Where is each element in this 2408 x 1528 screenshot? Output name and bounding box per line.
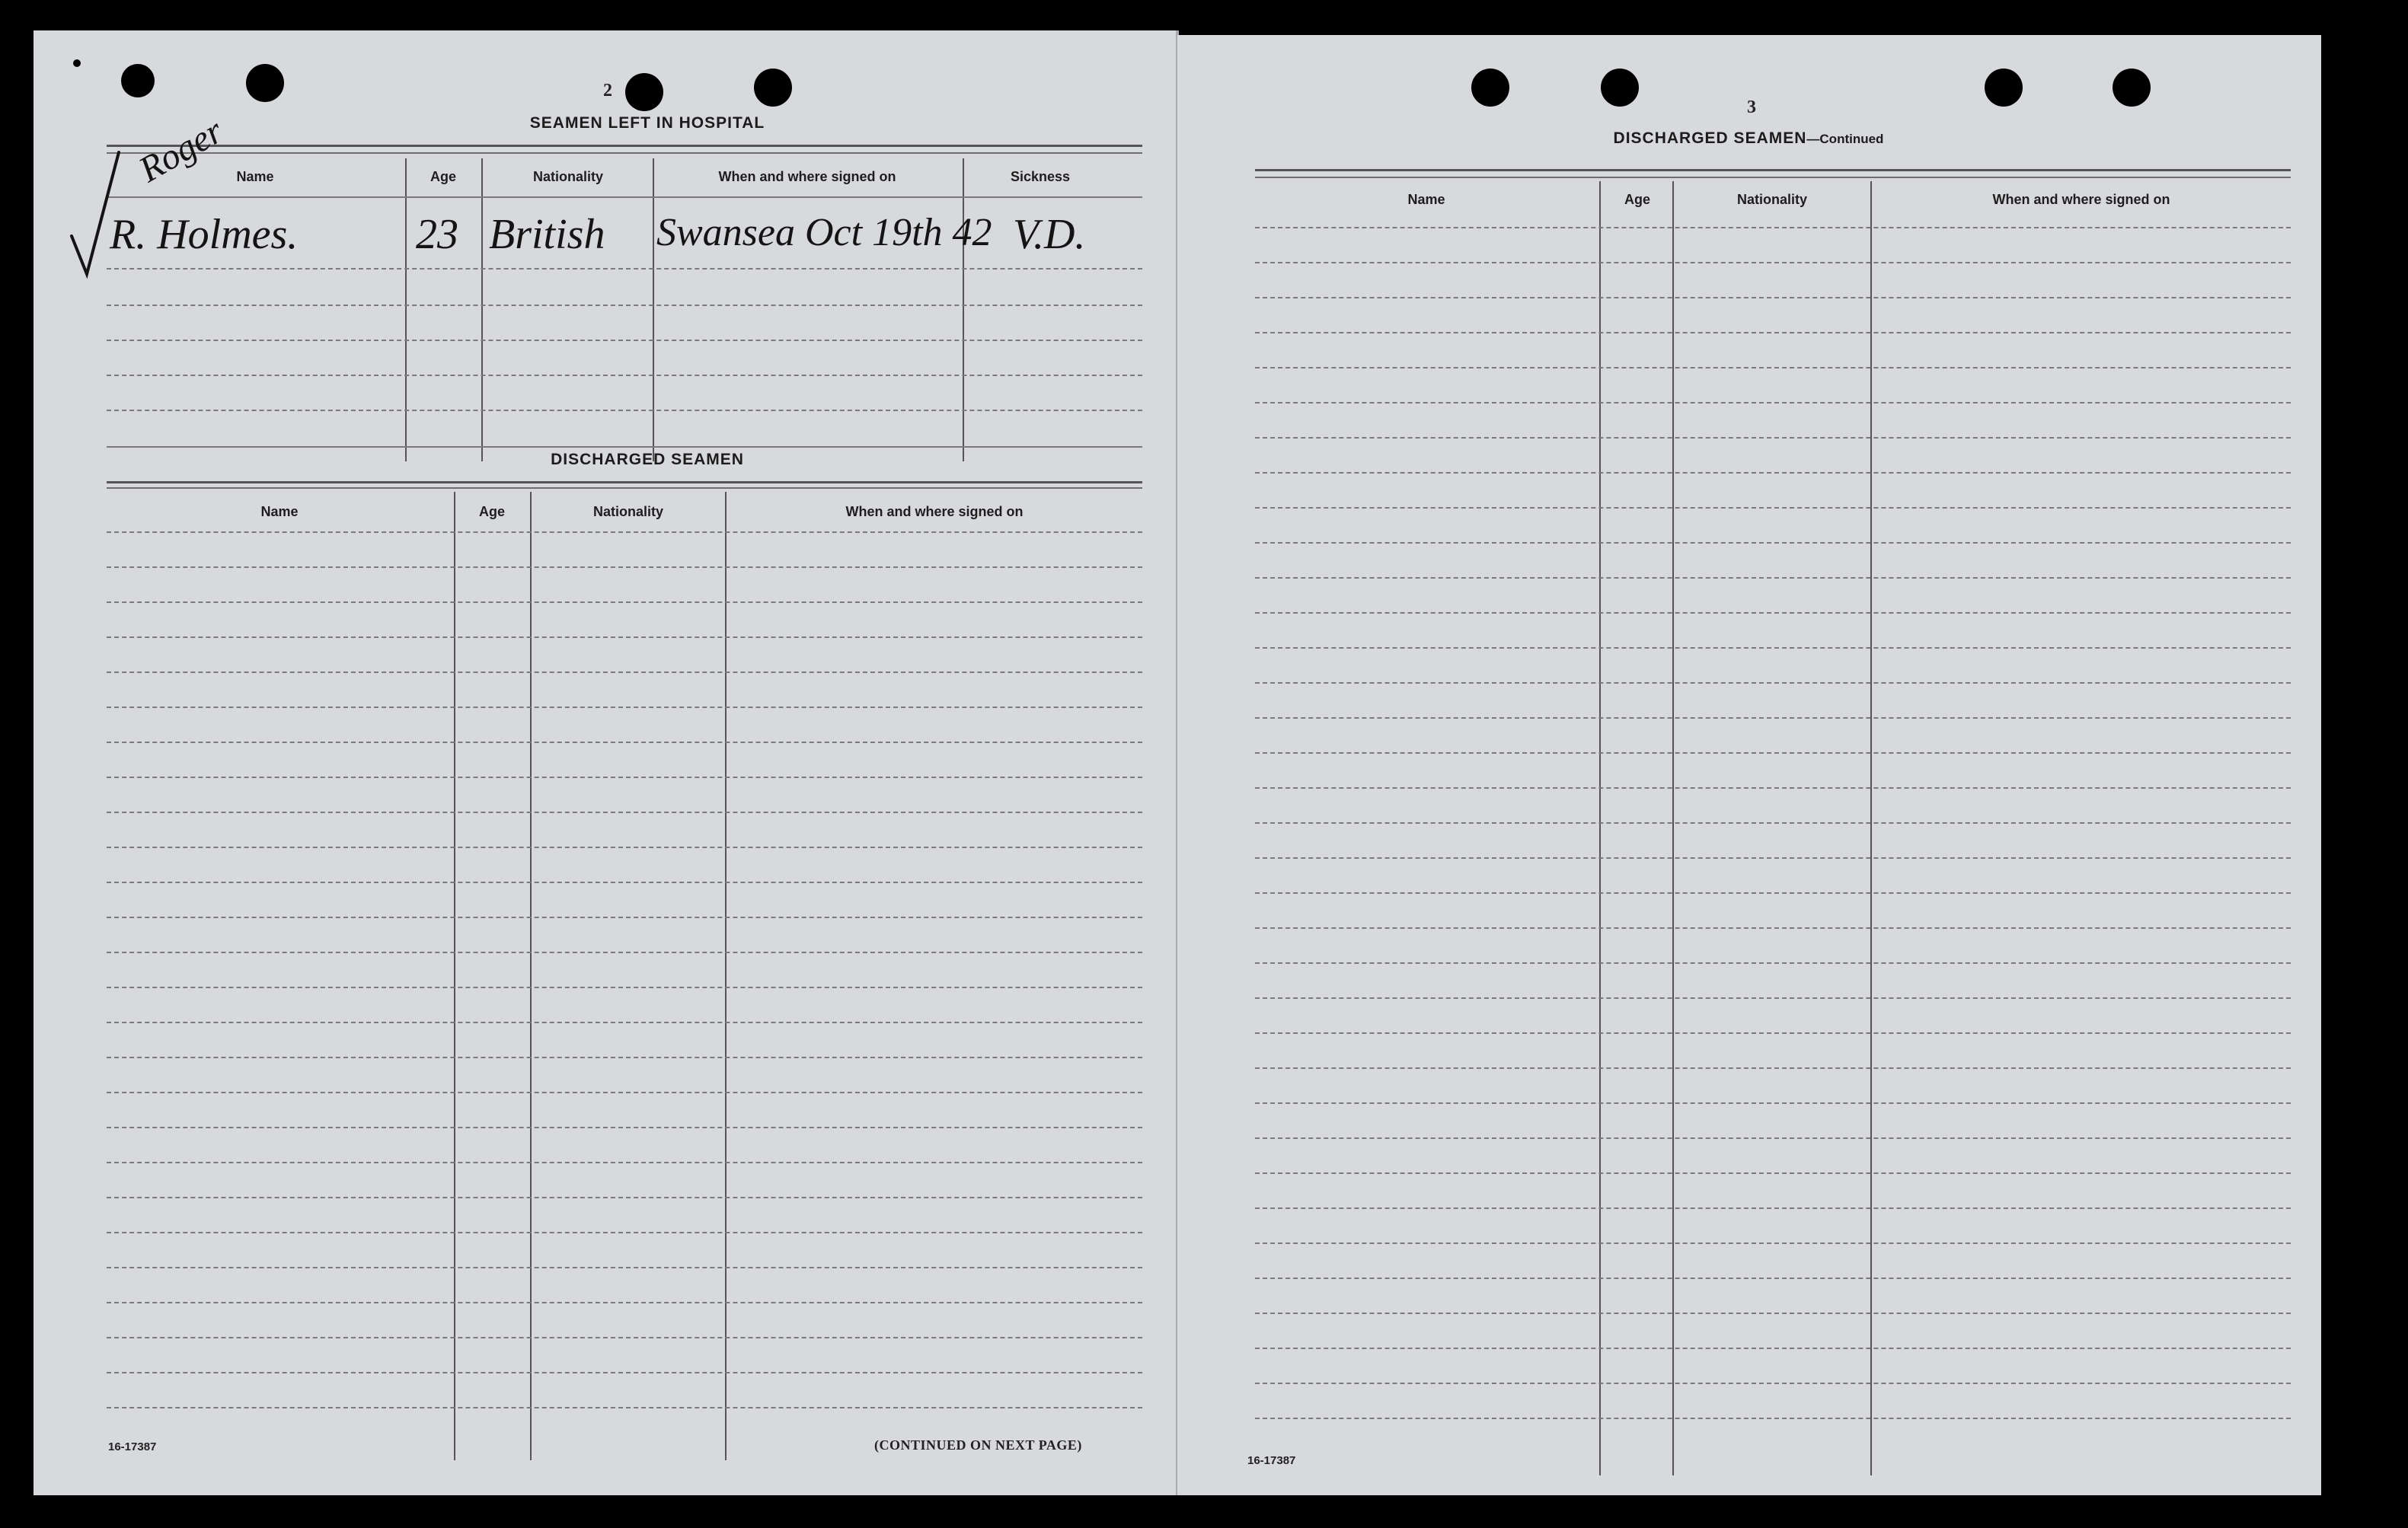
- table-row-line: [107, 375, 1142, 376]
- table-row-line: [107, 1162, 1142, 1163]
- table-row-line: [107, 305, 1142, 306]
- table-row-line: [1255, 647, 2291, 649]
- table-row-line: [107, 1302, 1142, 1303]
- table-row-line: [1255, 1102, 2291, 1104]
- table-row-line: [107, 1267, 1142, 1268]
- table-row-line: [1255, 857, 2291, 859]
- table-row-line: [1255, 577, 2291, 579]
- section-rule: [107, 152, 1142, 154]
- table-row-line: [107, 882, 1142, 883]
- margin-annotation: Roger: [132, 110, 230, 190]
- table-row-line: [107, 531, 1142, 533]
- column-header-name: Name: [1407, 192, 1445, 207]
- table-row-line: [1255, 1313, 2291, 1314]
- column-divider: [963, 158, 964, 461]
- punch-hole: [246, 64, 284, 102]
- section-rule: [1255, 177, 2291, 178]
- table-row-line: [1255, 927, 2291, 929]
- discharged-section-title: DISCHARGED SEAMEN: [551, 451, 744, 468]
- table-row-line: [107, 566, 1142, 568]
- table-row-line: [107, 812, 1142, 813]
- hospital-section-title: SEAMEN LEFT IN HOSPITAL: [529, 114, 765, 132]
- hospital-row-age: 23: [416, 211, 458, 258]
- table-row-line: [107, 268, 1142, 270]
- column-divider: [1870, 181, 1872, 1475]
- column-divider: [481, 158, 483, 461]
- table-row-line: [1255, 437, 2291, 439]
- table-row-line: [107, 196, 1142, 198]
- column-header-age: Age: [1624, 192, 1650, 207]
- column-divider: [653, 158, 654, 461]
- table-row-line: [107, 1057, 1142, 1058]
- table-row-line: [1255, 892, 2291, 894]
- table-row-line: [107, 1407, 1142, 1408]
- column-header-age: Age: [430, 169, 456, 184]
- table-row-line: [107, 987, 1142, 988]
- table-row-line: [1255, 752, 2291, 754]
- table-row-line: [107, 1127, 1142, 1128]
- right-page: [1177, 35, 2321, 1495]
- table-row-line: [1255, 1067, 2291, 1069]
- form-number: 16-17387: [108, 1440, 157, 1453]
- column-header-nationality: Nationality: [532, 169, 603, 184]
- table-row-line: [1255, 682, 2291, 684]
- hospital-row-name: R. Holmes.: [110, 211, 299, 258]
- punch-hole: [73, 59, 81, 67]
- left-page: [34, 30, 1177, 1495]
- column-header-signed-on: When and where signed on: [845, 504, 1024, 519]
- table-row-line: [107, 671, 1142, 673]
- table-row-line: [107, 847, 1142, 848]
- table-row-line: [1255, 1172, 2291, 1174]
- table-row-line: [107, 636, 1142, 638]
- table-row-line: [107, 742, 1142, 743]
- table-row-line: [107, 1092, 1142, 1093]
- table-row-line: [107, 1372, 1142, 1373]
- punch-hole: [1471, 69, 1509, 107]
- table-row-line: [107, 1337, 1142, 1338]
- continued-note: (CONTINUED ON NEXT PAGE): [874, 1437, 1082, 1453]
- table-row-line: [1255, 332, 2291, 333]
- column-divider: [1599, 181, 1601, 1475]
- column-divider: [405, 158, 407, 461]
- column-header-signed-on: When and where signed on: [1992, 192, 2170, 207]
- column-header-signed-on: When and where signed on: [718, 169, 896, 184]
- table-row-line: [107, 1232, 1142, 1233]
- table-row-line: [1255, 227, 2291, 228]
- table-row-line: [1255, 612, 2291, 614]
- column-header-nationality: Nationality: [1736, 192, 1807, 207]
- table-row-line: [1255, 1137, 2291, 1139]
- table-row-line: [1255, 1278, 2291, 1279]
- punch-hole: [1985, 69, 2023, 107]
- table-row-line: [1255, 787, 2291, 789]
- section-rule: [1255, 169, 2291, 171]
- column-header-name: Name: [260, 504, 299, 519]
- form-number: 16-17387: [1247, 1454, 1296, 1467]
- table-row-line: [1255, 822, 2291, 824]
- discharged-continued-title: [1520, 129, 1977, 148]
- table-row-line: [1255, 1383, 2291, 1384]
- table-row-line: [107, 340, 1142, 341]
- table-row-line: [107, 952, 1142, 953]
- table-row-line: [1255, 542, 2291, 544]
- hospital-row-nationality: British: [489, 211, 605, 258]
- table-row-line: [107, 446, 1142, 448]
- page-number: 3: [1747, 97, 1756, 117]
- table-row-line: [1255, 1032, 2291, 1034]
- column-header-sickness: Sickness: [1010, 169, 1071, 184]
- title-main: DISCHARGED SEAMEN: [1613, 129, 1807, 147]
- column-header-nationality: Nationality: [592, 504, 663, 519]
- table-row-line: [1255, 507, 2291, 509]
- table-row-line: [1255, 262, 2291, 263]
- punch-hole: [2113, 69, 2151, 107]
- section-rule: [107, 145, 1142, 147]
- hospital-row-signed-on: Swansea Oct 19th 42: [656, 211, 992, 254]
- hospital-row-sickness: V.D.: [1013, 211, 1086, 258]
- column-divider: [1672, 181, 1674, 1475]
- table-row-line: [1255, 472, 2291, 474]
- table-row-line: [1255, 367, 2291, 368]
- table-row-line: [107, 1022, 1142, 1023]
- table-row-line: [1255, 402, 2291, 404]
- table-row-line: [107, 777, 1142, 778]
- table-row-line: [1255, 1207, 2291, 1209]
- punch-hole: [625, 73, 663, 111]
- table-row-line: [107, 601, 1142, 603]
- table-row-line: [1255, 297, 2291, 298]
- page-number: 2: [603, 81, 612, 100]
- punch-hole: [1601, 69, 1639, 107]
- section-rule: [107, 481, 1142, 483]
- table-row-line: [107, 707, 1142, 708]
- table-row-line: [107, 917, 1142, 918]
- table-row-line: [1255, 1242, 2291, 1244]
- table-row-line: [1255, 1348, 2291, 1349]
- table-row-line: [1255, 962, 2291, 964]
- table-row-line: [107, 1197, 1142, 1198]
- table-row-line: [1255, 1418, 2291, 1419]
- title-suffix: —Continued: [1806, 132, 1884, 146]
- section-rule: [107, 487, 1142, 489]
- table-row-line: [1255, 717, 2291, 719]
- column-header-name: Name: [236, 169, 274, 184]
- column-header-age: Age: [478, 504, 505, 519]
- punch-hole: [754, 69, 792, 107]
- table-row-line: [107, 410, 1142, 411]
- table-row-line: [1255, 997, 2291, 999]
- punch-hole: [121, 64, 155, 97]
